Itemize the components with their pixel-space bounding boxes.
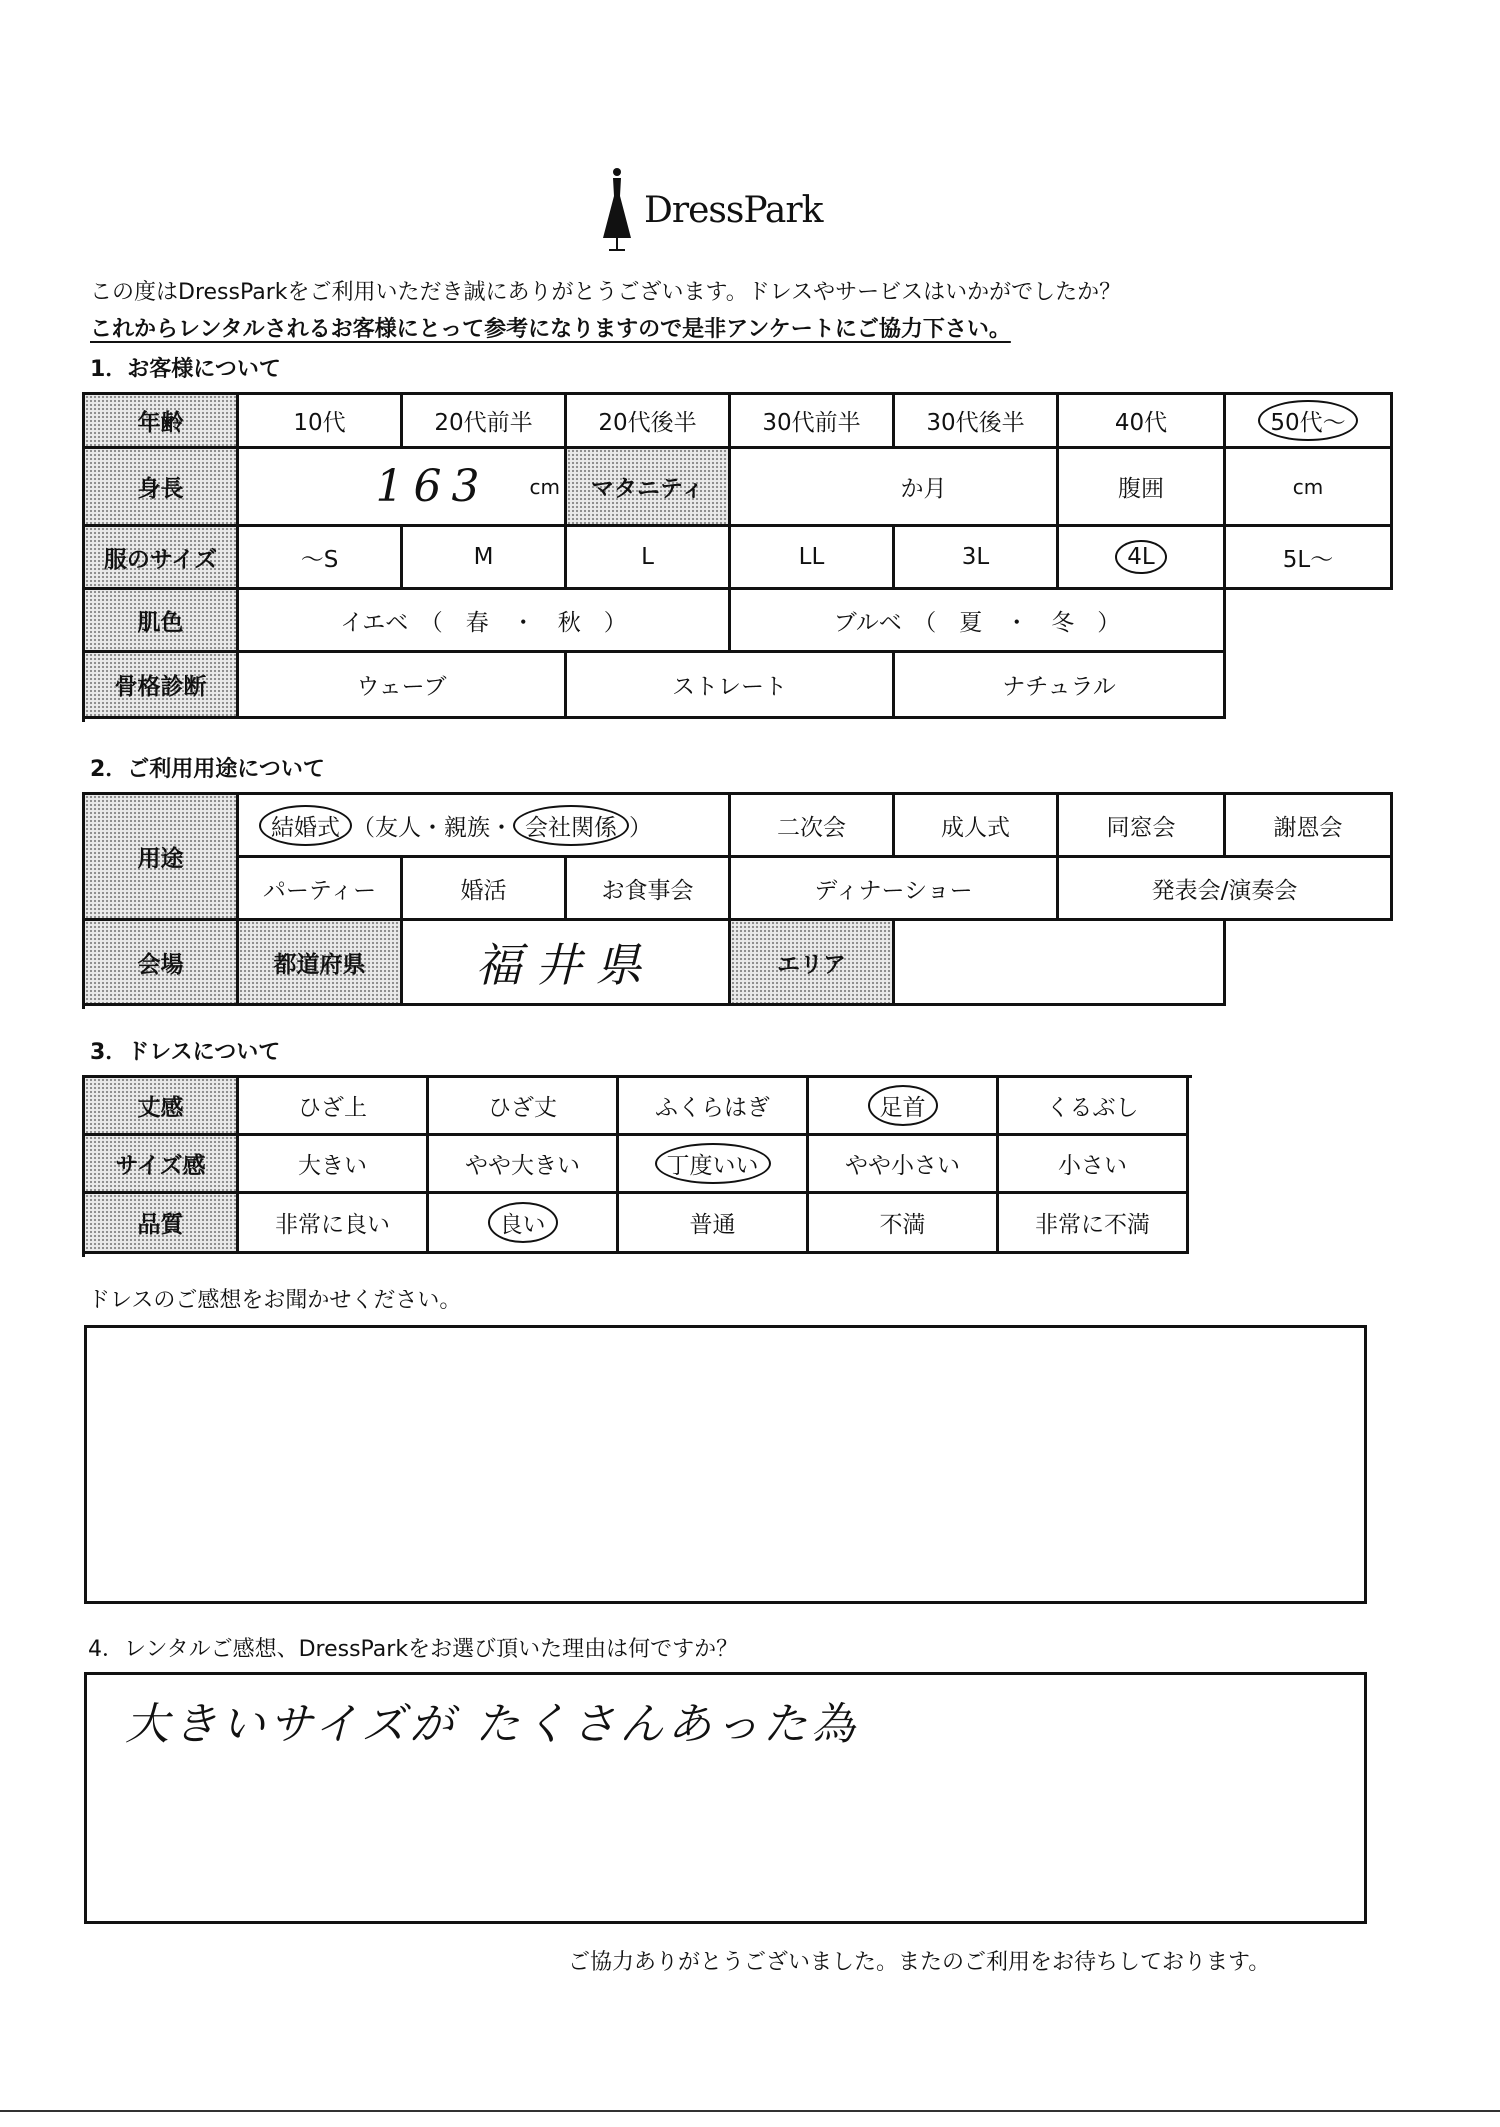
wedding-mid: 友人・親族・ bbox=[375, 814, 513, 841]
section-3-title: 3．ドレスについて bbox=[90, 1040, 281, 1065]
fit-option[interactable]: やや小さい bbox=[809, 1136, 999, 1194]
usage-option[interactable]: お食事会 bbox=[567, 858, 731, 921]
intro-line-1: この度はDressParkをご利用いただき誠にありがとうございます。ドレスやサービスはいかがでしたか？ bbox=[90, 280, 1122, 305]
section-1-title: 1．お客様について bbox=[90, 357, 281, 382]
length-option-selected[interactable] bbox=[809, 1078, 999, 1136]
fit-option[interactable]: 小さい bbox=[999, 1136, 1189, 1194]
quality-option[interactable]: 不満 bbox=[809, 1194, 999, 1254]
size-selected-label: 4L bbox=[1115, 540, 1166, 574]
waist-unit: cm bbox=[1292, 474, 1324, 499]
size-option[interactable]: LL bbox=[731, 527, 895, 590]
area-field[interactable] bbox=[895, 921, 1226, 1006]
wedding-paren-open: （ bbox=[352, 814, 375, 841]
area-header: エリア bbox=[731, 921, 895, 1006]
age-option[interactable]: 20代前半 bbox=[403, 395, 567, 449]
dresspark-logo bbox=[600, 165, 822, 255]
quality-selected-label: 良い bbox=[488, 1202, 558, 1243]
length-option[interactable]: ふくらはぎ bbox=[619, 1078, 809, 1136]
usage-option[interactable]: 婚活 bbox=[403, 858, 567, 921]
section-4-title: 4．レンタルご感想、DressParkをお選び頂いた理由は何ですか？ bbox=[88, 1637, 739, 1662]
impressions-box[interactable] bbox=[84, 1325, 1367, 1604]
venue-header: 会場 bbox=[85, 921, 239, 1006]
dress-icon bbox=[600, 166, 634, 254]
wedding-paren-close: ） bbox=[629, 814, 652, 841]
thanks-message: ご協力ありがとうございました。またのご利用をお待ちしております。 bbox=[568, 1950, 1271, 1975]
length-option[interactable]: ひざ丈 bbox=[429, 1078, 619, 1136]
size-option[interactable]: L bbox=[567, 527, 731, 590]
height-field[interactable] bbox=[239, 449, 567, 527]
body-type-option[interactable]: ストレート bbox=[567, 653, 895, 719]
usage-option[interactable]: 同窓会 bbox=[1059, 795, 1226, 858]
usage-header: 用途 bbox=[85, 795, 239, 921]
age-option[interactable]: 30代後半 bbox=[895, 395, 1059, 449]
prefecture-field[interactable] bbox=[403, 921, 731, 1006]
wedding-option[interactable] bbox=[239, 795, 731, 858]
maternity-header: マタニティ bbox=[567, 449, 731, 527]
scan-edge-line bbox=[0, 2110, 1500, 2112]
fit-selected-label: 丁度いい bbox=[655, 1143, 771, 1184]
length-option[interactable]: ひざ上 bbox=[239, 1078, 429, 1136]
age-option[interactable]: 40代 bbox=[1059, 395, 1226, 449]
quality-header: 品質 bbox=[85, 1194, 239, 1254]
age-option[interactable]: 20代後半 bbox=[567, 395, 731, 449]
body-type-option[interactable]: ウェーブ bbox=[239, 653, 567, 719]
quality-option[interactable]: 普通 bbox=[619, 1194, 809, 1254]
body-type-header: 骨格診断 bbox=[85, 653, 239, 719]
length-header: 丈感 bbox=[85, 1078, 239, 1136]
size-option[interactable]: M bbox=[403, 527, 567, 590]
skin-yellow-option[interactable]: イエベ （ 春 ・ 秋 ） bbox=[239, 590, 731, 653]
usage-table bbox=[82, 792, 1393, 1009]
size-option-selected[interactable] bbox=[1059, 527, 1226, 590]
impressions-label: ドレスのご感想をお聞かせください。 bbox=[88, 1288, 462, 1313]
height-value: 163 bbox=[375, 461, 490, 512]
usage-option[interactable]: 二次会 bbox=[731, 795, 895, 858]
waist-header: 腹囲 bbox=[1059, 449, 1226, 527]
size-header: 服のサイズ bbox=[85, 527, 239, 590]
prefecture-value: 福井県 bbox=[475, 938, 656, 992]
length-option[interactable]: くるぶし bbox=[999, 1078, 1189, 1136]
wedding-selected: 結婚式 bbox=[259, 805, 352, 846]
waist-field[interactable] bbox=[1226, 449, 1393, 527]
fit-option[interactable]: やや大きい bbox=[429, 1136, 619, 1194]
maternity-unit: か月 bbox=[900, 476, 947, 502]
dress-table bbox=[82, 1075, 1192, 1257]
fit-option[interactable]: 大きい bbox=[239, 1136, 429, 1194]
age-option[interactable]: 30代前半 bbox=[731, 395, 895, 449]
fit-option-selected[interactable] bbox=[619, 1136, 809, 1194]
intro-line-2: これからレンタルされるお客様にとって参考になりますので是非アンケートにご協力下さい。 bbox=[90, 317, 1011, 342]
usage-option[interactable]: ディナーショー bbox=[731, 858, 1059, 921]
body-type-option[interactable]: ナチュラル bbox=[895, 653, 1226, 719]
customer-table bbox=[82, 392, 1393, 722]
answer-text: 大きいサイズが たくさんあった為 bbox=[125, 1699, 860, 1750]
size-option[interactable]: 3L bbox=[895, 527, 1059, 590]
usage-option[interactable]: パーティー bbox=[239, 858, 403, 921]
skin-blue-option[interactable]: ブルベ （ 夏 ・ 冬 ） bbox=[731, 590, 1226, 653]
prefecture-header: 都道府県 bbox=[239, 921, 403, 1006]
section-2-title: 2．ご利用用途について bbox=[90, 757, 325, 782]
age-option[interactable]: 10代 bbox=[239, 395, 403, 449]
quality-option[interactable]: 非常に良い bbox=[239, 1194, 429, 1254]
height-header: 身長 bbox=[85, 449, 239, 527]
quality-option[interactable]: 非常に不満 bbox=[999, 1194, 1189, 1254]
skin-header: 肌色 bbox=[85, 590, 239, 653]
length-selected-label: 足首 bbox=[868, 1085, 938, 1126]
age-header: 年齢 bbox=[85, 395, 239, 449]
maternity-field[interactable] bbox=[731, 449, 1059, 527]
quality-option-selected[interactable] bbox=[429, 1194, 619, 1254]
brand-name: DressPark bbox=[644, 189, 823, 231]
height-unit: cm bbox=[529, 474, 560, 499]
usage-option[interactable]: 発表会/演奏会 bbox=[1059, 858, 1393, 921]
size-option[interactable]: 5L～ bbox=[1226, 527, 1393, 590]
usage-option[interactable]: 謝恩会 bbox=[1226, 795, 1393, 858]
fit-header: サイズ感 bbox=[85, 1136, 239, 1194]
age-selected-label: 50代～ bbox=[1258, 400, 1357, 441]
usage-option[interactable]: 成人式 bbox=[895, 795, 1059, 858]
size-option[interactable]: ～S bbox=[239, 527, 403, 590]
company-selected: 会社関係 bbox=[513, 805, 629, 846]
age-option-selected[interactable] bbox=[1226, 395, 1393, 449]
